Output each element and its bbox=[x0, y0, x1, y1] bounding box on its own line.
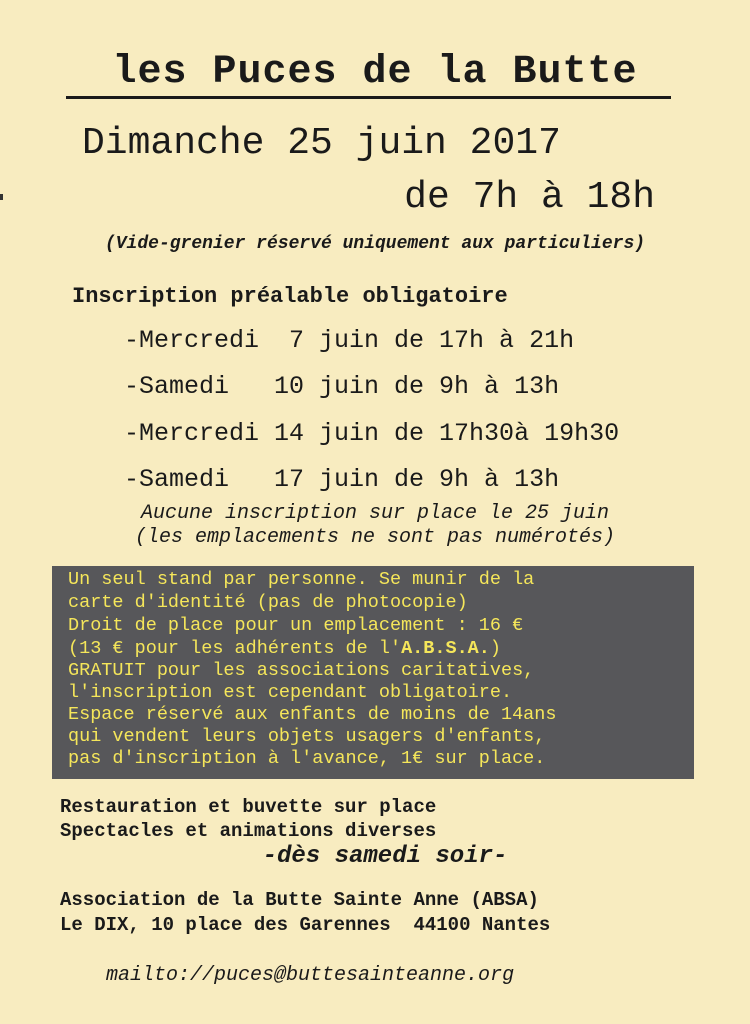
info-line: GRATUIT pour les associations caritatives, bbox=[68, 660, 535, 681]
event-subtitle: (Vide-grenier réservé uniquement aux particuliers) bbox=[104, 234, 646, 254]
services-highlight: -dès samedi soir- bbox=[262, 843, 508, 870]
schedule-item: -Samedi 17 juin de 9h à 13h bbox=[124, 465, 560, 494]
absa-abbreviation: A.B.S.A. bbox=[401, 638, 490, 659]
info-line: l'inscription est cependant obligatoire. bbox=[68, 682, 513, 703]
association-name: Association de la Butte Sainte Anne (ABSA) bbox=[60, 889, 539, 911]
schedule-item: -Mercredi 14 juin de 17h30à 19h30 bbox=[124, 419, 620, 448]
event-date: Dimanche 25 juin 2017 bbox=[82, 122, 561, 165]
title-underline bbox=[66, 96, 671, 99]
services-line: Restauration et buvette sur place bbox=[60, 796, 437, 818]
edge-mark bbox=[0, 194, 3, 200]
info-text: (13 € pour les adhérents de l' bbox=[68, 638, 402, 659]
services-line: Spectacles et animations diverses bbox=[60, 820, 437, 842]
registration-note: Aucune inscription sur place le 25 juin bbox=[140, 502, 610, 525]
info-line: qui vendent leurs objets usagers d'enfants, bbox=[68, 726, 546, 747]
info-line bbox=[68, 638, 501, 659]
info-line: carte d'identité (pas de photocopie) bbox=[68, 592, 468, 613]
info-line: Espace réservé aux enfants de moins de 14ans bbox=[68, 704, 557, 725]
info-text: ) bbox=[489, 638, 501, 659]
association-address: Le DIX, 10 place des Garennes 44100 Nantes bbox=[60, 914, 551, 936]
registration-heading: Inscription préalable obligatoire bbox=[72, 284, 508, 309]
event-hours: de 7h à 18h bbox=[404, 176, 655, 219]
schedule-item: -Mercredi 7 juin de 17h à 21h bbox=[124, 326, 575, 355]
contact-email-link[interactable]: mailto://puces@buttesainteanne.org bbox=[106, 964, 515, 987]
flyer-title: les Puces de la Butte bbox=[112, 50, 638, 95]
info-box bbox=[52, 566, 694, 779]
registration-note-detail: (les emplacements ne sont pas numérotés) bbox=[134, 526, 616, 549]
info-line: pas d'inscription à l'avance, 1€ sur place. bbox=[68, 748, 546, 769]
schedule-item: -Samedi 10 juin de 9h à 13h bbox=[124, 372, 560, 401]
info-line: Droit de place pour un emplacement : 16 € bbox=[68, 615, 524, 636]
info-line: Un seul stand par personne. Se munir de la bbox=[68, 569, 535, 590]
